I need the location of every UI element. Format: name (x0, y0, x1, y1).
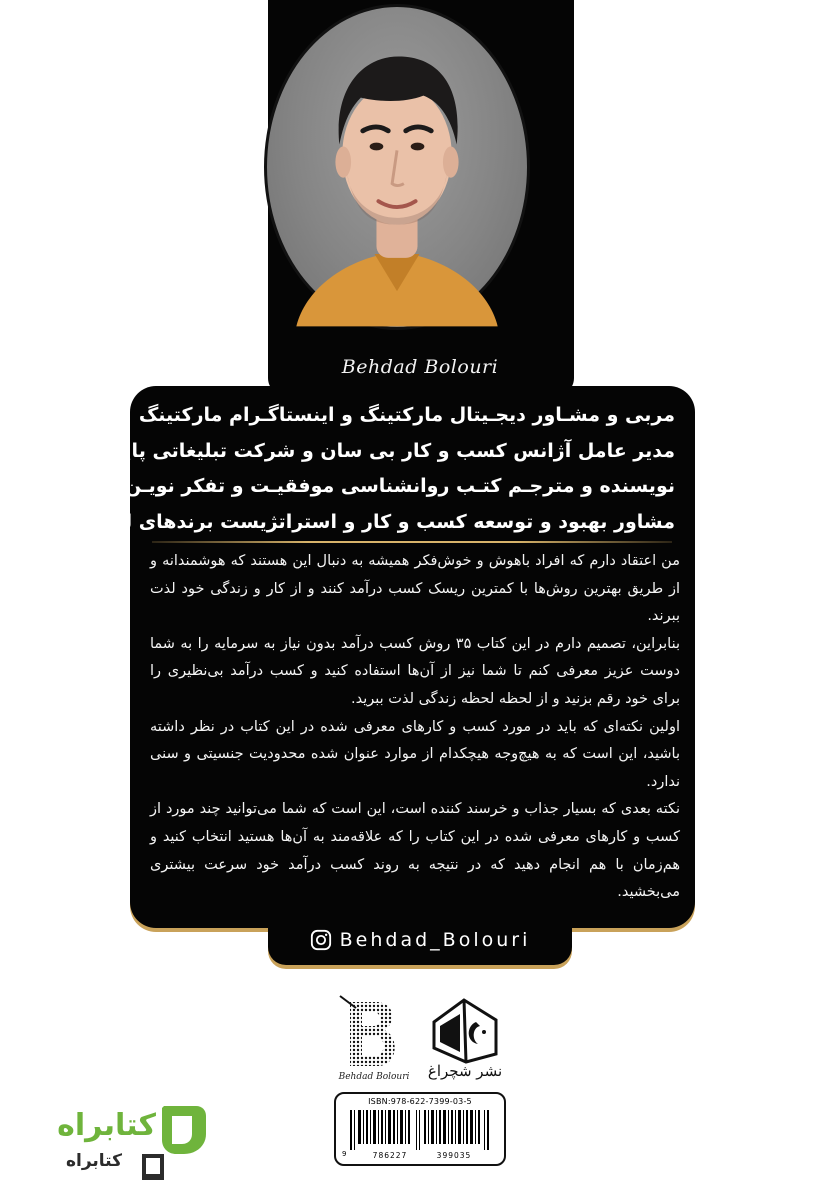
description-paragraph: من اعتقاد دارم که افراد باهوش و خوش‌فکر همیشه به دنبال این هستند که هوشمندانه و از طریق بهترین روش‌ها با کمترین ریسک کسب درآمد کنند و از کار و زندگی خود لذت ببرند. (150, 553, 680, 625)
description-paragraph: بنابراین، تصمیم دارم در این کتاب ۳۵ روش کسب درآمد بدون نیاز به سرمایه را به شما دوست عزیز معرفی کنم تا شما نیز از آن‌ها استفاده کنید و کسب درآمد بی‌نظیری را برای خود رقم بزنید و از لحظه لحظه زندگی لذت ببرید. (150, 635, 680, 707)
barcode-digits-right: 399035 (436, 1151, 472, 1160)
brand-logo (336, 992, 414, 1084)
barcode-digits-middle: 786227 (372, 1151, 408, 1160)
description-paragraph: اولین نکته‌ای که باید در مورد کسب و کارهای معرفی شده در این کتاب در نظر داشته باشید، این است که به هیچ‌وجه هیچکدام از موارد عنوان شده محدودیت جنسیتی و سنی ندارد. (150, 718, 680, 790)
instagram-handle-tab (268, 915, 572, 965)
watermark-text-small: کتابراه (65, 1151, 122, 1171)
book-description (150, 548, 680, 907)
publisher-logo-label: نشر شچراغ (427, 1062, 503, 1080)
barcode-bars (350, 1110, 490, 1150)
role-line: مدیر عامل آژانس کسب و کار بی سان و شرکت تبلیغاتی پایون (96, 439, 675, 462)
gold-divider (152, 541, 672, 543)
role-line: مربی و مشـاور دیجـیتال مارکتینگ و اینستاگـرام مارکتینگ (138, 404, 675, 426)
author-roles (75, 398, 675, 540)
description-paragraph: نکته بعدی که بسیار جذاب و خرسند کننده است، این است که شما می‌توانید چند مورد از کسب و کارهای معرفی شده در این کتاب را که علاقه‌مند به آن‌ها هستید انتخاب کنید و هم‌زمان با هم انجام دهید که در نتیجه به روند کسب درآمد خود سرعت بیشتری می‌بخشید. (150, 801, 680, 901)
brand-logo-label: Behdad Bolouri (338, 1072, 410, 1082)
instagram-handle: Behdad_Bolouri (339, 929, 531, 951)
role-line: مشاور بهبود و توسعه کسب و کار و استراتژیست برندهای لوکس (75, 510, 675, 533)
author-portrait (264, 4, 530, 330)
author-signature: Behdad Bolouri (341, 356, 499, 378)
isbn-text: ISBN:978-622-7399-03-5 (368, 1097, 472, 1106)
instagram-icon (310, 929, 332, 951)
barcode-digits-left: 9 (342, 1150, 347, 1158)
role-line: نویسنده و مترجـم کتـب روانشناسی موفقیـت و تفکر نویـن (125, 475, 675, 497)
watermark-text: کتابراه (57, 1108, 156, 1143)
